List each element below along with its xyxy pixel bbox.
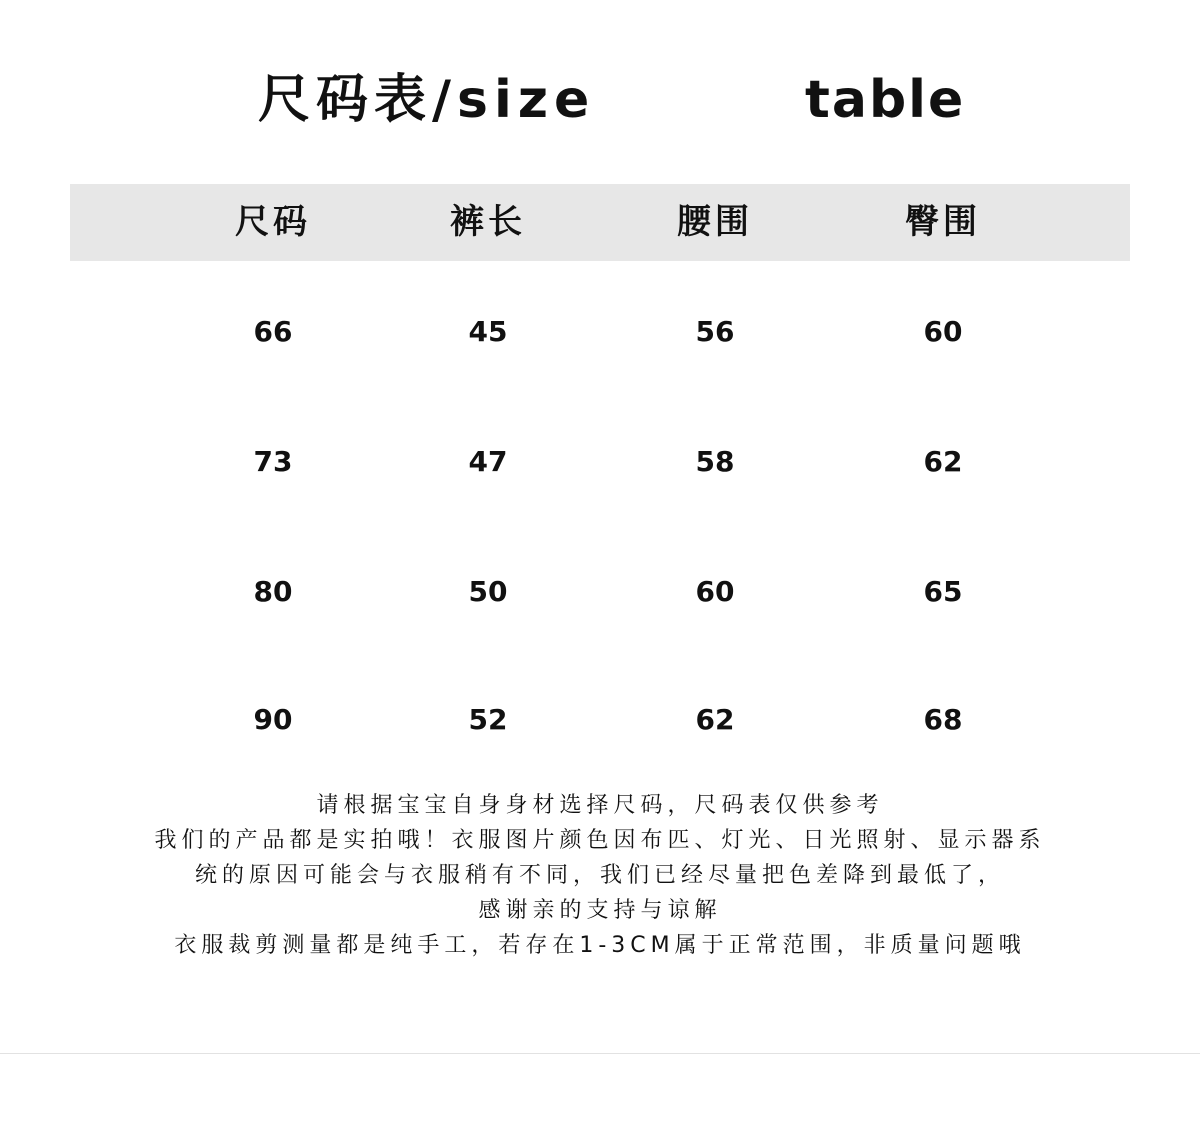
note-line: 请根据宝宝自身身材选择尺码，尺码表仅供参考 — [316, 793, 884, 818]
table-cell-size: 90 — [253, 703, 293, 736]
table-row — [0, 562, 1200, 622]
table-cell-waist: 58 — [695, 445, 735, 478]
size-notes — [0, 788, 1200, 963]
table-cell-waist: 56 — [695, 315, 735, 348]
header-size: 尺码 — [235, 202, 311, 242]
bottom-divider — [0, 1053, 1200, 1054]
table-cell-hip: 62 — [923, 445, 963, 478]
table-row — [0, 302, 1200, 362]
title-left-text: 尺码表/size — [258, 70, 596, 130]
table-cell-pants-length: 45 — [468, 315, 508, 348]
header-waist: 腰围 — [677, 202, 753, 242]
table-header-row — [70, 184, 1130, 261]
table-cell-hip: 65 — [923, 575, 963, 608]
header-pants-length: 裤长 — [450, 202, 526, 242]
table-cell-pants-length: 47 — [468, 445, 508, 478]
table-cell-pants-length: 50 — [468, 575, 508, 608]
note-line: 我们的产品都是实拍哦！衣服图片颜色因布匹、灯光、日光照射、显示器系 — [154, 828, 1046, 853]
title-right-text: table — [805, 70, 966, 130]
table-cell-size: 73 — [253, 445, 293, 478]
table-cell-waist: 62 — [695, 703, 735, 736]
note-line: 统的原因可能会与衣服稍有不同，我们已经尽量把色差降到最低了， — [194, 863, 1005, 888]
table-cell-hip: 60 — [923, 315, 963, 348]
table-cell-hip: 68 — [923, 703, 963, 736]
table-row — [0, 432, 1200, 492]
note-line: 衣服裁剪测量都是纯手工，若存在1-3CM属于正常范围，非质量问题哦 — [174, 933, 1026, 958]
size-chart-title — [0, 62, 1200, 142]
header-hip: 臀围 — [905, 202, 981, 242]
note-line: 感谢亲的支持与谅解 — [478, 898, 722, 923]
table-cell-waist: 60 — [695, 575, 735, 608]
table-cell-size: 66 — [253, 315, 293, 348]
table-row — [0, 690, 1200, 750]
table-cell-pants-length: 52 — [468, 703, 508, 736]
table-cell-size: 80 — [253, 575, 293, 608]
